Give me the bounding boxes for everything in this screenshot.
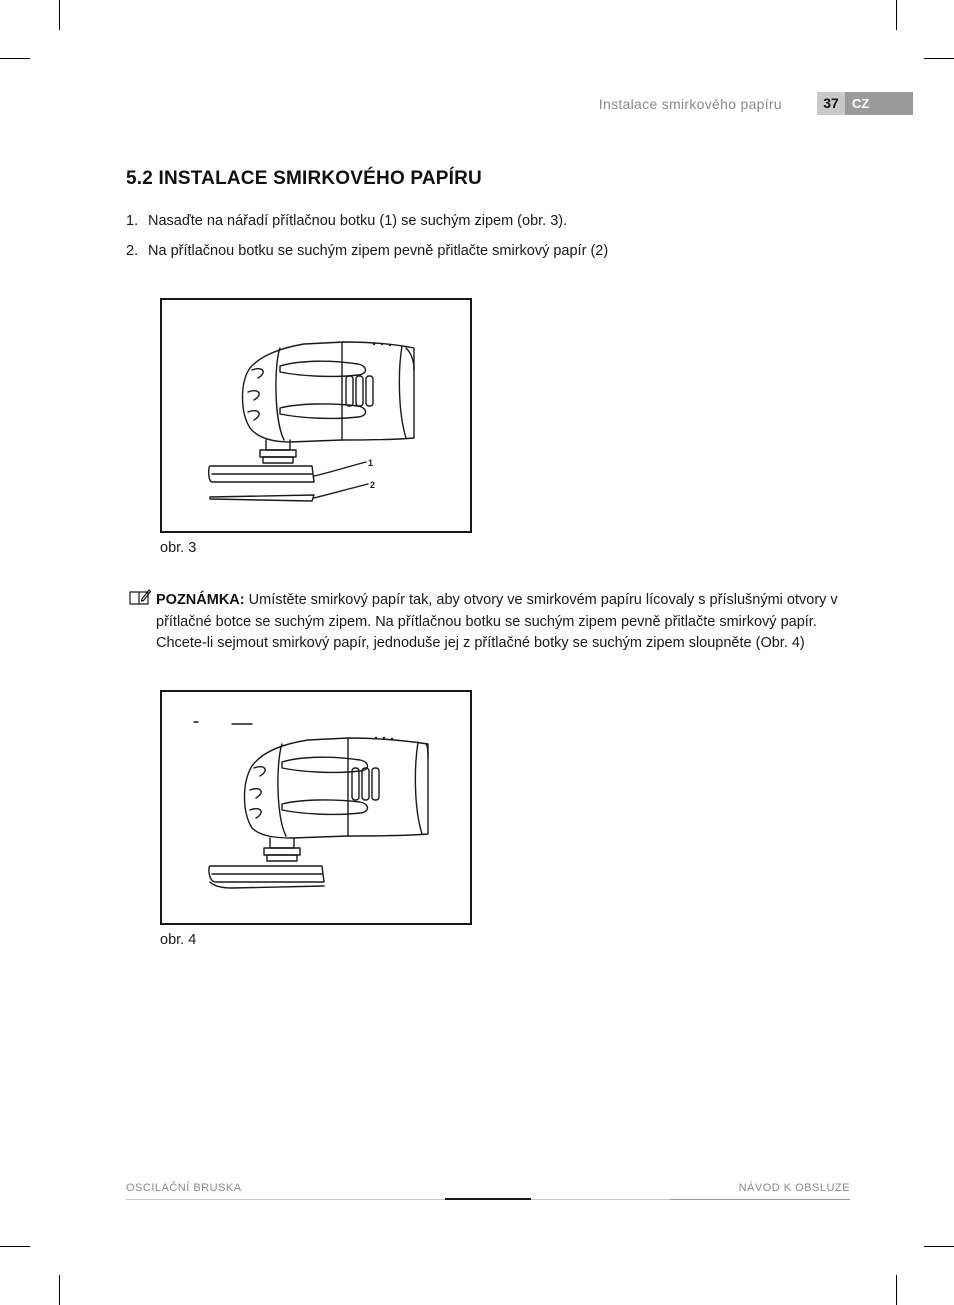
tool-illustration-fig3 <box>162 300 470 531</box>
crop-mark <box>59 1275 60 1305</box>
footer-rule-segment <box>670 1199 850 1200</box>
figure-caption: obr. 3 <box>160 540 197 556</box>
section-title: 5.2 INSTALACE SMIRKOVÉHO PAPÍRU <box>126 168 482 189</box>
crop-mark <box>924 1246 954 1247</box>
step-number: 2. <box>126 243 139 259</box>
step-item <box>126 243 608 259</box>
step-item <box>126 213 567 229</box>
note-book-icon <box>129 589 151 605</box>
page-number: 37 <box>817 92 845 115</box>
figure-3 <box>160 298 472 533</box>
step-text: Nasaďte na nářadí přítlačnou botku (1) se suchým zipem (obr. 3). <box>148 213 568 229</box>
footer-manual-label: NÁVOD K OBSLUZE <box>738 1182 850 1194</box>
note-text: Umístěte smirkový papír tak, aby otvory ve smirkovém papíru lícovaly s příslušnými otvory v přítlačné botce se suchým zipem. Na přítlačnou botku se suchým zipem pevně přitlačte smirkový papír. Chcete-li sejmout smirkový papír, jednoduše jej z přítlačné botky se suchým zipem sloupněte (Obr. 4) <box>156 592 838 651</box>
crop-mark <box>896 0 897 30</box>
footer-product-name: OSCILAČNÍ BRUSKA <box>126 1182 242 1194</box>
figure-caption: obr. 4 <box>160 932 197 948</box>
tool-illustration-fig4 <box>162 692 470 923</box>
note-label: POZNÁMKA: <box>156 592 245 608</box>
callout-1: 1 <box>368 458 374 468</box>
crop-mark <box>924 58 954 59</box>
crop-mark <box>0 1246 30 1247</box>
language-code: CZ <box>852 96 870 111</box>
running-title: Instalace smirkového papíru <box>598 96 782 112</box>
step-text: Na přítlačnou botku se suchým zipem pevně přitlačte smirkový papír (2) <box>148 243 609 259</box>
callout-2: 2 <box>370 480 376 490</box>
note-paragraph <box>156 590 856 655</box>
crop-mark <box>896 1275 897 1305</box>
crop-mark <box>59 0 60 30</box>
figure-4 <box>160 690 472 925</box>
footer-rule-accent <box>445 1198 531 1200</box>
crop-mark <box>0 58 30 59</box>
step-number: 1. <box>126 213 139 229</box>
